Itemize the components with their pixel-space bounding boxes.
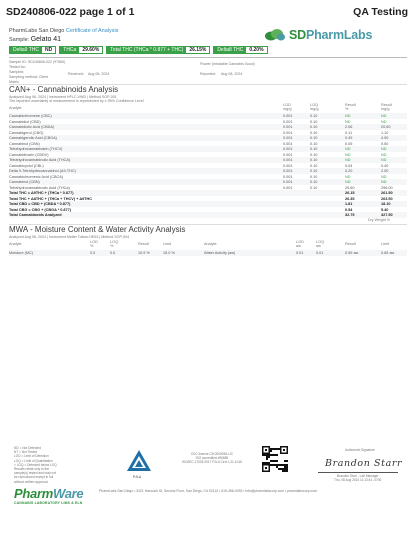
row-analyte: Tetrahydrocannabinolic Acid (THCA) (9, 158, 71, 162)
meta-sampled: Sampled: (9, 70, 25, 74)
total-analyte: Total CBG = CBG + (CBGA * 0.877) (9, 207, 72, 212)
row-loq: 0.10 (310, 119, 318, 124)
pill-delta8-thc (213, 46, 267, 54)
total-result: 1.81 (345, 202, 353, 206)
coa-label: Certificate of Analysis (65, 28, 119, 34)
total-row (9, 212, 407, 218)
row-lod: 0.001 (283, 152, 293, 157)
pjla-label: PJLA (133, 475, 142, 479)
mwa-result2: 0.59 aw (345, 251, 359, 255)
row-analyte: Tetrahydrocannabinolic Acid (THCa) (9, 185, 70, 190)
total-result-mg: 18.10 (381, 202, 391, 206)
pharmware-word-a: Pharm (14, 486, 53, 501)
qr-code-icon (262, 446, 288, 472)
row-analyte: Cannabidiol (CBD) (9, 119, 41, 124)
divider (9, 57, 407, 58)
mwa-head-lod-unit: % (90, 244, 94, 248)
pill-value: 29.60% (82, 47, 100, 53)
license-block (182, 452, 242, 465)
row-lod: 0.001 (283, 185, 293, 190)
pill-total-thc (106, 46, 210, 54)
row-analyte: Cannabicyclol (CBL) (9, 163, 44, 168)
row-analyte: Cannabidivarin (CBDV) (9, 152, 49, 157)
row-lod: 0.001 (283, 136, 293, 140)
pill-value: 26.15% (189, 47, 207, 53)
row-loq: 0.10 (310, 169, 318, 173)
meta-strain-type: Flower (Inhalable Cannabis Good) (200, 62, 255, 66)
row-lod: 0.001 (283, 174, 293, 179)
mwa-head-result2: Result (345, 242, 356, 246)
row-lod: 0.001 (283, 141, 293, 146)
sample-label: Sample: (9, 37, 30, 43)
mwa-head-limit: Limit (163, 242, 172, 246)
row-result: ND (345, 119, 351, 124)
col-head-result-mg: Result (381, 103, 392, 107)
col-head-result-unit: % (345, 107, 349, 111)
row-result: ND (345, 114, 351, 118)
mwa-section-title: MWA - Moisture Content & Water Activity Analysis (9, 225, 186, 234)
meta-tested-for: Tested for: (9, 65, 26, 69)
row-lod: 0.001 (283, 180, 293, 184)
pjla-accreditation-logo-icon (126, 448, 152, 478)
row-result-mg: 1.10 (381, 130, 389, 135)
total-result-mg: 261.50 (381, 191, 393, 195)
mwa-head-result: Result (138, 242, 149, 246)
total-result: 0.54 (345, 207, 353, 212)
sdpharmlabs-logo (264, 27, 372, 43)
row-loq: 0.10 (310, 114, 318, 118)
row-result: 0.04 (345, 163, 353, 168)
signature-line (318, 472, 398, 473)
mwa-head-loq2-unit: aw (316, 244, 321, 248)
mwa-head-loq2: LOQ (316, 240, 325, 244)
col-head-loq-unit: mg/g (310, 107, 319, 111)
can-section-title: CAN+ - Cannabinoids Analysis (9, 85, 119, 94)
row-result: 0.20 (345, 169, 353, 173)
summary-pills (9, 46, 268, 54)
row-result: ND (345, 180, 351, 184)
footer-notes (14, 446, 57, 484)
row-lod: 0.001 (283, 163, 293, 168)
note-line: LOQ = Limit of Quantitation (14, 458, 53, 463)
pill-label: Delta9 THC (10, 47, 42, 53)
logo-text (289, 28, 372, 42)
signed-date: Thu, 08 Aug 2024 11:13:43 -0700 (334, 478, 382, 482)
row-lod: 0.001 (283, 158, 293, 162)
row-lod: 0.001 (283, 119, 293, 124)
row-loq: 0.10 (310, 158, 318, 162)
row-result-mg: 2.00 (381, 169, 389, 173)
total-result: 26.15 (345, 191, 355, 195)
note-line: ND = Not Detected (14, 446, 41, 450)
total-result-mg: 5.40 (381, 207, 389, 212)
note-line: be reproduced except in full (14, 475, 54, 480)
mwa-head-loq: LOQ (110, 240, 119, 244)
row-analyte: Cannabichromene (CBC) (9, 114, 52, 118)
total-analyte: Total Cannabinoids Analyzed (9, 213, 62, 217)
row-result-mg: 0.50 (381, 141, 389, 146)
mwa-lod: 0.0 (90, 251, 96, 255)
pill-thca (59, 46, 103, 54)
pill-delta9-thc (9, 46, 56, 54)
pharmware-wordmark (14, 486, 83, 501)
pharmware-logo (14, 486, 83, 505)
row-result-mg: 0.40 (381, 163, 389, 168)
total-analyte: Total CBD = CBD + (CBDA * 0.877) (9, 202, 71, 206)
total-result-mg: 263.50 (381, 196, 393, 201)
mwa-head-lod2: LOD (296, 240, 304, 244)
mwa-loq: 0.0 (110, 251, 116, 255)
row-result-mg: ND (381, 174, 387, 179)
row-analyte: Cannabigerolic Acid (CBGA) (9, 136, 57, 140)
row-analyte: Delta 9-Tetrahydrocannabinol (Δ9-THC) (9, 169, 76, 173)
row-loq: 0.10 (310, 185, 318, 190)
row-loq: 0.10 (310, 174, 318, 179)
can-subtitle: The reported uncertainty of measurement is represented by ± 95% Confidence Level (9, 99, 144, 103)
row-lod: 0.001 (283, 169, 293, 173)
row-lod: 0.001 (283, 125, 293, 129)
note-line: without written approval. (14, 479, 49, 484)
row-analyte: Tetrahydrocannabivarin (THCV) (9, 147, 63, 151)
meta-reported-label: Reported: (200, 72, 216, 76)
note-line: Results relate only to the (14, 467, 50, 472)
row-result: 0.05 (345, 141, 353, 146)
mwa-head-loq-unit: % (110, 244, 114, 248)
row-analyte: Cannabigerol (CBG) (9, 130, 44, 135)
signature: Brandon Starr (325, 458, 403, 469)
row-result-mg: 4.90 (381, 136, 389, 140)
meta-received-value: Aug 06, 2024 (88, 72, 110, 76)
col-head-analyte: Analyte (9, 106, 22, 110)
pill-value: ND (45, 47, 53, 53)
row-result-mg: ND (381, 119, 387, 124)
row-result-mg: 296.00 (381, 185, 393, 190)
row-result-mg: ND (381, 147, 387, 151)
lab-name: PharmLabs San Diego (9, 28, 65, 34)
document-title: SD240806-022 page 1 of 1 (6, 6, 135, 18)
row-loq: 0.10 (310, 125, 318, 129)
mwa-head-limit2: Limit (381, 242, 390, 246)
meta-sampling-method: Sampling method: Client (9, 75, 49, 79)
row-lod: 0.001 (283, 114, 293, 118)
sample-line (9, 36, 61, 43)
dry-weight-note: Dry Weight % (368, 218, 390, 222)
row-result-mg: ND (381, 158, 387, 162)
pill-label: Total THC (THCa * 0.877 + THC) (107, 47, 186, 53)
row-result: ND (345, 147, 351, 151)
row-result-mg: ND (381, 152, 387, 157)
row-result: 0.49 (345, 136, 353, 140)
row-loq: 0.10 (310, 152, 318, 157)
note-line: < LOQ = Detected below LOQ (14, 462, 57, 467)
qa-testing-label: QA Testing (353, 6, 408, 18)
total-result-mg: 327.50 (381, 213, 393, 217)
row-loq: 0.10 (310, 130, 318, 135)
row-result-mg: ND (381, 180, 387, 184)
pharmware-word-b: Ware (52, 486, 84, 501)
row-result-mg: 20.60 (381, 125, 391, 129)
row-result: ND (345, 174, 351, 179)
note-line: LOD = Limit of Detection (14, 454, 49, 459)
meta-reported-value: Aug 08, 2024 (221, 72, 243, 76)
pill-label: Delta8 THC (214, 47, 246, 53)
mwa-row (9, 250, 407, 256)
note-line: sample(s) tested and may not (14, 471, 56, 476)
row-loq: 0.10 (310, 141, 318, 146)
total-analyte: Total THC + Δ8THC + (THCa + THCV) + Δ9THC (9, 196, 93, 201)
mwa-head-lod: LOD (90, 240, 98, 244)
mwa-lod2: 0.01 (296, 251, 304, 255)
row-result: 29.60 (345, 185, 355, 190)
mwa-analyte: Moisture (MC) (9, 251, 34, 255)
license-line: ISO accredited #96889 (195, 456, 229, 461)
logo-text-pharmlabs: PharmLabs (305, 28, 373, 42)
license-line: ISO/IEC 17025:2017 PJLA Cert. L21-1016 (182, 460, 242, 465)
signer-name: Brandon Starr - Lab Manager (337, 474, 379, 478)
row-analyte: Cannabinol (CBN) (9, 141, 40, 146)
col-head-loq: LOQ (310, 103, 319, 107)
meta-matrix: Matrix (9, 80, 19, 84)
row-loq: 0.10 (310, 163, 318, 168)
lab-line (9, 28, 118, 34)
total-result: 32.75 (345, 213, 355, 217)
can-subtitle: Analyzed Aug 06, 2024 | Instrument HPLC-VWD | Method SOP-001 (9, 95, 117, 99)
mwa-head-lod2-unit: aw (296, 244, 301, 248)
row-result: 2.06 (345, 125, 353, 129)
mwa-head-analyte: Analyte (9, 242, 22, 246)
total-analyte: Total THC = Δ9THC + (THCa * 0.877) (9, 191, 74, 195)
logo-text-sd: SD (289, 28, 306, 42)
row-loq: 0.10 (310, 180, 318, 184)
col-head-lod-unit: mg/g (283, 107, 292, 111)
row-analyte: Cannabidiolic Acid (CBDA) (9, 125, 55, 129)
row-result: ND (345, 158, 351, 162)
note-line: NT = Not Tested (14, 450, 38, 455)
mwa-loq2: 0.01 (316, 251, 324, 255)
mwa-head-analyte2: Analyte (204, 242, 217, 246)
col-head-lod: LOD (283, 103, 291, 107)
pill-label: THCa (60, 47, 79, 53)
sample-name: Gelato 41 (30, 36, 62, 43)
pill-value: 0.20% (249, 47, 264, 53)
leaf-logo-icon (264, 27, 286, 43)
row-analyte: Cannabichromenic Acid (CBCA) (9, 174, 64, 179)
pharmware-subtitle: CANNABIS LABORATORY LIMS & ELN (14, 501, 83, 505)
total-result: 26.35 (345, 196, 355, 201)
mwa-limit2: 0.65 aw (381, 251, 395, 255)
row-lod: 0.001 (283, 147, 293, 151)
mwa-limit: 15.0 % (163, 251, 175, 255)
col-head-result-mg-unit: mg/g (381, 107, 390, 111)
mwa-analyte2: Water Activity (aw) (204, 251, 236, 255)
meta-sample-id: Sample ID: SD240806-022 (97560) (9, 60, 66, 64)
col-head-result: Result (345, 103, 356, 107)
authorized-label: Authorized Signature (345, 448, 375, 452)
row-result: 0.11 (345, 130, 353, 135)
row-result-mg: ND (381, 114, 387, 118)
row-lod: 0.001 (283, 130, 293, 135)
mwa-result: 10.9 % (138, 251, 150, 255)
top-bar (0, 0, 416, 24)
mwa-subtitle: Analyzed Aug 06, 2024 | Instrument Metler Toledo HE53 | Method SOP-004 (9, 235, 130, 239)
row-loq: 0.10 (310, 136, 318, 140)
license-line: CDC license C8-0000096-LIC (190, 452, 234, 456)
row-analyte: Cannabinol (CBN) (9, 180, 40, 184)
meta-received-label: Received: (68, 72, 84, 76)
row-loq: 0.10 (310, 147, 318, 151)
row-result: ND (345, 152, 351, 157)
footer-address: PharmLabs San Diego • 3421 Hancock St, Second Floor, San Diego, CA 92110 • 619-356-0093 • info@pharmlabscorp.com • pharmlabscorp.com (99, 489, 317, 493)
